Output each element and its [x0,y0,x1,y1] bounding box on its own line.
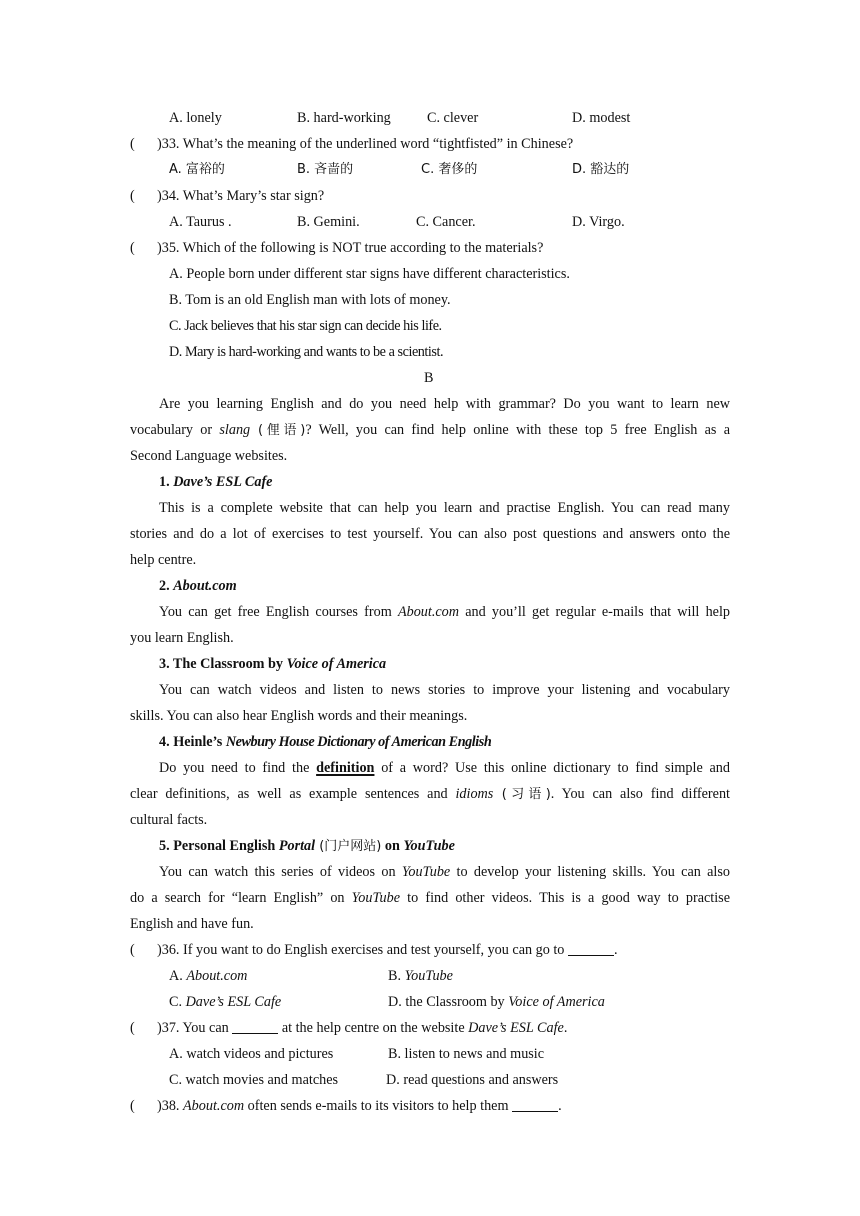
q37-question: )37. You can at the help centre on the website Dave’s ESL Cafe. [157,1020,568,1036]
q37-option-a: A. watch videos and pictures [169,1046,334,1062]
q32-option-c: C. clever [427,110,479,126]
q32-option-d: D. modest [572,110,631,126]
site-3-line-1: You can watch videos and listen to news stories to improve your listening and vocabulary [159,682,730,698]
q37-option-b: B. listen to news and music [388,1046,545,1062]
q32-option-b: B. hard-working [297,110,391,126]
q35-question: )35. Which of the following is NOT true according to the materials? [157,240,544,256]
answer-blank[interactable] [232,1019,278,1034]
site-3-heading: 3. The Classroom by Voice of America [159,656,387,672]
answer-blank[interactable] [512,1097,558,1112]
q32-option-a: A. lonely [169,110,222,126]
q35-paren: ( [130,240,135,256]
q33-option-b: B. 吝啬的 [297,162,354,177]
q36-option-a: A. About.com [169,968,248,984]
site-2-heading: 2. About.com [159,578,237,594]
q34-option-b: B. Gemini. [297,214,360,230]
intro-line-3: Second Language websites. [130,448,288,464]
site-4-line-3: cultural facts. [130,812,208,828]
q34-paren: ( [130,188,135,204]
q35-option-b: B. Tom is an old English man with lots of money. [169,292,451,308]
site-2-line-2: you learn English. [130,630,234,646]
q33-option-d: D. 豁达的 [572,162,630,177]
site-5-line-2: do a search for “learn English” on YouTube to find other videos. This is a good way to practise [130,890,730,906]
q34-option-c: C. Cancer. [416,214,476,230]
site-3-line-2: skills. You can also hear English words and their meanings. [130,708,468,724]
q33-option-c: C. 奢侈的 [421,162,478,177]
q34-question: )34. What’s Mary’s star sign? [157,188,325,204]
site-1-line-1: This is a complete website that can help you learn and practise English. You can read many [159,500,730,516]
site-4-line-1: Do you need to find the definition of a word? Use this online dictionary to find simple and [159,760,730,776]
q36-option-d: D. the Classroom by Voice of America [388,994,605,1010]
site-1-line-2: stories and do a lot of exercises to test yourself. You can also post questions and answers onto the [130,526,730,542]
site-1-line-3: help centre. [130,552,197,568]
q36-option-b: B. YouTube [388,968,453,984]
q38-question: )38. About.com often sends e-mails to its visitors to help them . [157,1098,562,1114]
q37-paren: ( [130,1020,135,1036]
q35-option-d: D. Mary is hard-working and wants to be a scientist. [169,344,444,360]
q35-option-a: A. People born under different star signs have different characteristics. [169,266,570,282]
q37-option-d: D. read questions and answers [386,1072,559,1088]
site-1-heading: 1. Dave’s ESL Cafe [159,474,273,490]
q38-paren: ( [130,1098,135,1114]
q36-option-c: C. Dave’s ESL Cafe [169,994,282,1010]
q33-paren: ( [130,136,135,152]
site-2-line-1: You can get free English courses from About.com and you’ll get regular e-mails that will help [159,604,730,620]
q36-question: )36. If you want to do English exercises and test yourself, you can go to . [157,942,618,958]
underlined-word-definition: definition [316,760,375,776]
q33-option-a: A. 富裕的 [169,162,225,177]
q37-option-c: C. watch movies and matches [169,1072,339,1088]
intro-line-2: vocabulary or slang (俚语)? Well, you can find help online with these top 5 free English as a [130,422,730,438]
q34-option-a: A. Taurus . [169,214,232,230]
q36-paren: ( [130,942,135,958]
site-5-line-3: English and have fun. [130,916,254,932]
site-4-heading: 4. Heinle’s Newbury House Dictionary of American English [159,734,492,750]
q35-option-c: C. Jack believes that his star sign can decide his life. [169,318,442,334]
q34-option-d: D. Virgo. [572,214,625,230]
site-5-heading: 5. Personal English Portal (门户网站) on YouTube [159,838,455,854]
answer-blank[interactable] [568,941,614,956]
intro-line-1: Are you learning English and do you need help with grammar? Do you want to learn new [159,396,730,412]
q33-question: )33. What’s the meaning of the underlined word “tightfisted” in Chinese? [157,136,574,152]
site-4-line-2: clear definitions, as well as example sentences and idioms (习语). You can also find different [130,786,730,802]
section-b-heading: B [424,370,434,386]
site-5-line-1: You can watch this series of videos on YouTube to develop your listening skills. You can also [159,864,730,880]
